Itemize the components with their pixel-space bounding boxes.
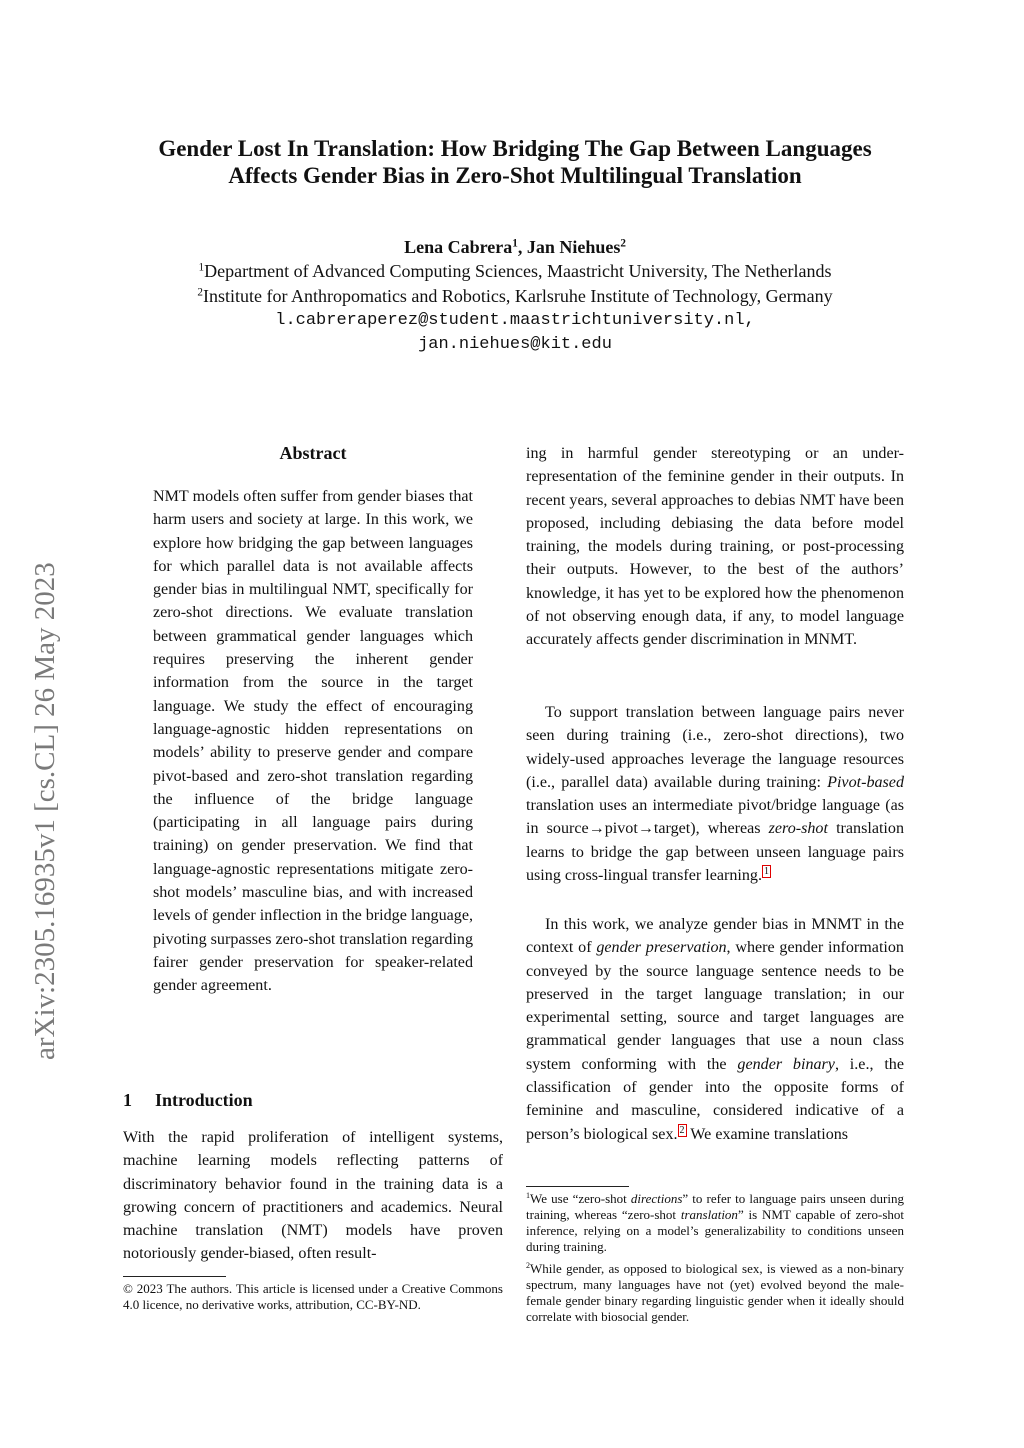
text-run: We examine translations (686, 1125, 849, 1143)
abstract-text: NMT models often suffer from gender biases that harm users and society at large. In this work, we explore how bridging the gap between languages for which parallel data is not available affects gender bias in multilingual NMT, specifically for zero-shot directions. We evaluate translation between grammatical gender languages which requires preserving the inherent gender information from the source in the target language. We study the effect of encouraging language-agnostic hidden representations on models’ ability to preserve gender and compare pivot-based and zero-shot translation regarding the influence of the bridge language (participating in all language pairs during training) on gender preservation. We find that language-agnostic representations mitigate zero-shot models’ masculine bias, and with increased levels of gender inflection in the bridge language, pivoting surpasses zero-shot translation regarding fairer gender preservation for speaker-related gender agreement. (153, 488, 474, 995)
abstract-heading: Abstract (279, 443, 347, 463)
text-run: , where gender information conveyed by the source language sentence needs to be preserved in the target language translation; in our experimental setting, source and target languages are grammatical gender languages that use a noun class system conforming with the (526, 939, 904, 1073)
intro-paragraph-2 (526, 701, 904, 887)
license-footnote: © 2023 The authors. This article is licensed under a Creative Commons 4.0 licence, no derivative works, attribution, CC-BY-ND. (123, 1281, 503, 1312)
footnote-2 (526, 1261, 904, 1325)
text-run: ” to refer to language pairs unseen during training, whereas “zero-shot (526, 1191, 904, 1222)
author-name: Lena Cabrera (404, 237, 513, 257)
text-run: In this work, we analyze gender bias in MNMT in the context of (526, 916, 904, 957)
email-line-2: jan.niehues@kit.edu (418, 335, 612, 354)
emphasis-translation: translation (680, 1207, 738, 1222)
affiliation-2 (100, 284, 930, 308)
affiliation-1 (100, 259, 930, 283)
affiliation-mark: 2 (197, 286, 203, 299)
paper-title (100, 135, 930, 189)
section-heading (123, 1088, 253, 1112)
emphasis-gender-preservation: gender preservation (596, 939, 727, 957)
text-run: translation learns to bridge the gap between unseen language pairs using cross-lingual transfer learning. (526, 820, 904, 885)
text-run: To support translation between language pairs never seen during training (i.e., zero-shot directions), two widely-used approaches leverage the language resources (i.e., parallel data) available during training: (526, 704, 904, 791)
title-line-1: Gender Lost In Translation: How Bridging The Gap Between Languages (158, 136, 872, 161)
section-title: Introduction (155, 1090, 253, 1110)
intro-paragraph-3 (526, 913, 904, 1146)
affiliation-text: Department of Advanced Computing Sciences, Maastricht University, The Netherlands (204, 261, 832, 281)
footnote-rule (123, 1276, 226, 1277)
intro-paragraph-1-right: ing in harmful gender stereotyping or an under-representation of the feminine gender in their outputs. In recent years, several approaches to debias NMT have been proposed, including debiasing the data before model training, the models during training, or post-processing their outputs. However, to the best of the authors’ knowledge, it has yet to be explored how the phenomenon of not observing enough data, if any, to model language accurately affects gender discrimination in MNMT. (526, 445, 904, 649)
affiliation-mark: 1 (512, 237, 518, 250)
footnote-rule (526, 1186, 629, 1187)
footnote-link-1[interactable]: 1 (763, 866, 769, 878)
emphasis-gender-binary: gender binary (737, 1055, 835, 1073)
emphasis-pivot-based: Pivot-based (827, 773, 904, 791)
author-separator: , (517, 237, 527, 257)
affiliation-mark: 2 (620, 237, 626, 250)
footnote-link-2[interactable]: 2 (679, 1124, 685, 1136)
footnote-mark: 2 (526, 1261, 531, 1271)
footnote-1 (526, 1191, 904, 1255)
title-line-2: Affects Gender Bias in Zero-Shot Multilingual Translation (228, 163, 802, 188)
affiliation-mark: 1 (198, 261, 205, 274)
emphasis-directions: directions (630, 1191, 683, 1206)
intro-paragraph-1-left: With the rapid proliferation of intelligent systems, machine learning models reflecting patterns of discriminatory behavior found in the training data is a growing concern of practitioners and academics. Neural machine translation (NMT) models have proven notoriously gender-biased, often result- (123, 1129, 503, 1263)
text-run: ” is NMT capable of zero-shot inference, relying on a model’s generalizability to conditions unseen during training. (526, 1207, 904, 1254)
text-run: While gender, as opposed to biological sex, is viewed as a non-binary spectrum, many languages have not (yet) evolved beyond the male-female gender binary regarding linguistic gender when it ideally should correlate with biosocial gender. (526, 1261, 904, 1324)
section-number: 1 (123, 1090, 132, 1110)
footnote-mark: 1 (526, 1191, 531, 1201)
text-run: translation uses an intermediate pivot/bridge language (as in source→pivot→target), whereas (526, 797, 904, 838)
author-name: Jan Niehues (526, 237, 621, 257)
text-run: We use “zero-shot (530, 1191, 631, 1206)
affiliation-text: Institute for Anthropomatics and Robotics, Karlsruhe Institute of Technology, Germany (202, 286, 833, 306)
author-line (100, 235, 930, 259)
emphasis-zero-shot: zero-shot (768, 820, 828, 838)
email-line-1: l.cabreraperez@student.maastrichtuniversity.nl, (275, 311, 755, 330)
arxiv-identifier: arXiv:2305.16935v1 [cs.CL] 26 May 2023 (29, 562, 61, 1060)
text-run: , i.e., the classification of gender into the opposite forms of feminine and masculine, considered indicative of a person’s biological sex. (526, 1055, 904, 1143)
